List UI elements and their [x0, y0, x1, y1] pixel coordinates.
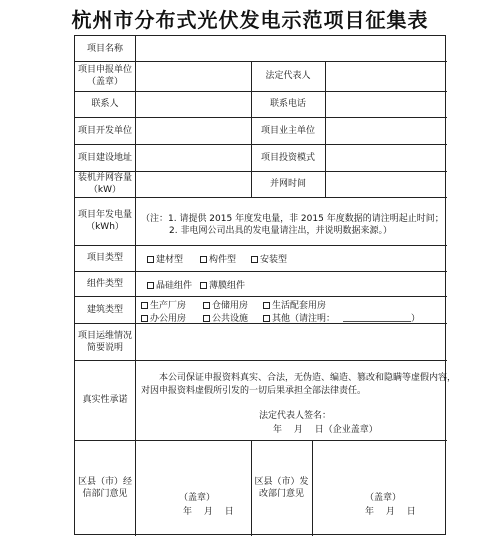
option-module-type-1[interactable]: 晶硅组件: [147, 278, 192, 291]
label-applicant-unit: 项目申报单位 （盖章）: [77, 65, 132, 87]
checkbox-icon: [200, 256, 207, 263]
option-project-type-1[interactable]: 建材型: [147, 252, 183, 265]
checkbox-icon: [147, 282, 154, 289]
commitment-text-2: 对因申报资料虚假所引发的一切后果承担全部法律责任。: [141, 386, 367, 396]
label-owner: 项目业主单位: [260, 125, 315, 136]
checkbox-icon: [200, 282, 207, 289]
application-form: [74, 35, 457, 535]
date-seal: 年 月 日（企业盖章）: [273, 425, 378, 435]
checkbox-icon: [141, 302, 148, 309]
label-address: 项目建设地址: [77, 152, 132, 163]
checkbox-icon: [141, 315, 148, 322]
label-contact-person: 联系人: [91, 99, 119, 109]
option-building-type-5[interactable]: 公共设施: [203, 311, 248, 324]
label-grid-time: 并网时间: [269, 179, 306, 189]
checkbox-icon: [203, 302, 210, 309]
option-module-type-2[interactable]: 薄膜组件: [200, 278, 245, 291]
label-generation: 项目年发电量 （kWh）: [77, 210, 132, 232]
option-building-type-1[interactable]: 生产厂房: [141, 298, 186, 311]
label-district-dev: 区县（市）发 改部门意见: [254, 477, 309, 499]
option-project-type-3[interactable]: 安装型: [251, 252, 287, 265]
option-project-type-2[interactable]: 构件型: [200, 252, 236, 265]
seal-right: （盖章）: [365, 493, 402, 503]
label-project-name: 项目名称: [86, 43, 123, 54]
checkbox-icon: [251, 256, 258, 263]
generation-note-1: （注：1. 请提供 2015 年度发电量，非 2015 年度数据的请注明起止时间；: [141, 214, 444, 224]
building-other-close: ）: [411, 314, 421, 324]
date-left: 年 月 日: [183, 507, 234, 517]
label-commitment: 真实性承诺: [82, 395, 128, 405]
commitment-text-1: 本公司保证申报资料真实、合法，无伪造、编造、篡改和隐瞒等虚假内容，: [159, 373, 457, 383]
checkbox-icon: [263, 302, 270, 309]
option-building-type-3[interactable]: 生活配套用房: [263, 298, 326, 311]
label-legal-rep: 法定代表人: [265, 71, 311, 81]
option-building-type-6[interactable]: 其他（请注明：: [263, 311, 335, 324]
checkbox-icon: [203, 315, 210, 322]
label-capacity: 装机并网容量 （kW）: [77, 173, 132, 195]
label-building-type: 建筑类型: [86, 304, 123, 315]
label-project-type: 项目类型: [86, 253, 123, 263]
checkbox-icon: [147, 256, 154, 263]
seal-left: （盖章）: [179, 493, 216, 503]
checkbox-icon: [263, 315, 270, 322]
label-module-type: 组件类型: [86, 278, 123, 289]
label-district-econ: 区县（市）经 信部门意见: [77, 477, 132, 499]
option-building-type-2[interactable]: 仓储用房: [203, 298, 248, 311]
label-operation: 项目运维情况 简要说明: [77, 330, 132, 353]
option-building-type-4[interactable]: 办公用房: [141, 311, 186, 324]
form-title: 杭州市分布式光伏发电示范项目征集表: [71, 8, 429, 32]
date-right: 年 月 日: [365, 507, 416, 517]
generation-note-2: 2. 非电网公司出具的发电量请注出，并说明数据来源。）: [169, 226, 392, 236]
signature-label: 法定代表人签名：: [259, 411, 332, 421]
label-developer: 项目开发单位: [77, 125, 132, 136]
label-contact-phone: 联系电话: [269, 99, 306, 109]
label-investment-mode: 项目投资模式: [260, 152, 315, 163]
